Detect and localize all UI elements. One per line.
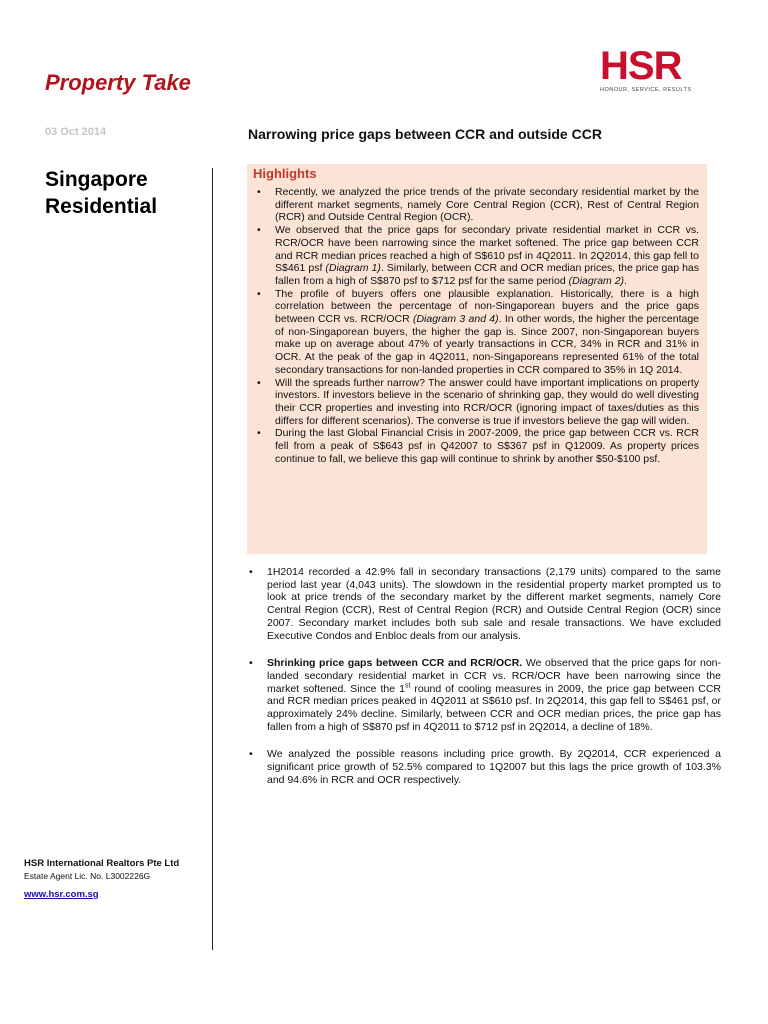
body-paragraph <box>247 566 721 642</box>
paragraph-text: 1H2014 recorded a 42.9% fall in secondary transactions (2,179 units) compared to the same period last year (4,043 units). The slowdown in the residential property market prompted us to look at price trends of the secondary market by the different market segments, namely Core Central Region (CCR), Rest of Central Region (RCR) and Outside Central Region (OCR) since 2007. Secondary market includes both sub sale and resale transactions. We have excluded Executive Condos and Enbloc deals from our analysis. <box>267 566 721 642</box>
highlight-text: During the last Global Financial Crisis in 2007-2009, the price gap between CCR vs. RCR fell from a peak of S$643 psf in Q42007 to S$367 psf in Q12009. As property prices continue to fall, we believe this gap will continue to shrink by another $50-$100 psf. <box>275 427 699 465</box>
paragraph-text: round of cooling measures in 2009, the price gap between CCR and RCR median prices peaked in 4Q2011 at S$610 psf. In 2Q2014, this gap fell to S$461 psf, or approximately 24% decline. Similarly, between CCR and OCR median prices, the price gap has fallen from a high of S$870 psf in 4Q2011 to $712 psf in 2Q2014, a decline of 18%. <box>267 682 721 733</box>
ordinal-suffix: st <box>404 682 411 690</box>
logo-tagline: HONOUR, SERVICE, RESULTS <box>600 87 692 93</box>
report-headline: Narrowing price gaps between CCR and outside CCR <box>248 126 602 142</box>
highlight-text: The profile of buyers offers one plausible explanation. Historically, there is a high correlation between the percentage of non-Singaporean buyers and the price gaps between CCR vs. RCR/OCR <box>275 287 699 326</box>
logo-mark: HSR <box>600 44 682 88</box>
highlight-text: . <box>624 274 627 287</box>
paragraph-text: We analyzed the possible reasons including price growth. By 2Q2014, CCR experienced a significant price growth of 52.5% compared to 1Q2007 but this lags the price growth of 103.3% and 94.6% in RCR and OCR respectively. <box>267 748 721 786</box>
highlight-item <box>253 427 699 465</box>
paragraph-lead: Shrinking price gaps between CCR and RCR/OCR. <box>267 657 523 670</box>
company-name: HSR International Realtors Pte Ltd <box>24 858 180 869</box>
highlight-text: . In other words, the higher the percentage of non-Singaporean buyers, the higher the gap is. Since 2007, non-Singaporean buyers make up on average about 47% of yearly transactions in CCR, 34% in RCR and 31% in OCR. At the peak of the gap in 4Q2011, non-Singaporeans represented 61% of the total secondary transactions for non-landed properties in CCR compared to 35% in 1Q 2014. <box>275 313 699 376</box>
body-paragraph <box>247 748 721 786</box>
section-title-line1: Singapore <box>45 168 148 191</box>
body-list <box>247 566 721 787</box>
highlight-text: Will the spreads further narrow? The answer could have important implications on property investors. If investors believe in the scenario of shrinking gap, they would do well divesting their CCR properties and investing into RCR/OCR (ignoring impact of taxes/duties as this differs for different scenarios). The converse is true if investors believe the gap will widen. <box>275 376 699 427</box>
highlights-list <box>253 186 699 465</box>
highlight-item <box>253 186 699 224</box>
company-info <box>24 858 179 900</box>
highlights-box <box>247 164 707 554</box>
diagram-ref: (Diagram 2) <box>568 274 625 287</box>
highlights-heading: Highlights <box>253 166 317 181</box>
highlight-text: . Similarly, between CCR and OCR median prices, the price gap has fallen from a high of S$870 psf to $712 psf for the same period <box>275 262 699 287</box>
highlight-item <box>253 377 699 428</box>
body-text <box>247 566 721 802</box>
diagram-ref: (Diagram 1) <box>325 262 381 275</box>
report-date: 03 Oct 2014 <box>45 126 107 138</box>
hsr-logo <box>600 46 720 93</box>
report-title: Property Take <box>45 70 191 95</box>
license-number: Estate Agent Lic. No. L3002226G <box>24 871 151 881</box>
body-paragraph <box>247 657 721 733</box>
website-link[interactable]: www.hsr.com.sg <box>24 889 99 900</box>
diagram-ref: (Diagram 3 and 4) <box>412 313 499 326</box>
highlight-item <box>253 288 699 377</box>
section-title-line2: Residential <box>45 195 158 218</box>
highlight-item <box>253 224 699 288</box>
highlight-text: Recently, we analyzed the price trends of the private secondary residential market by the different market segments, namely Core Central Region (CCR), Rest of Central Region (RCR) and Outside Central Region (OCR). <box>275 186 699 224</box>
paragraph-text: We observed that the price gaps for non-landed secondary residential market in CCR vs. RCR/OCR have been narrowing since the market softened. Since the 1 <box>267 657 722 695</box>
column-divider <box>212 168 213 950</box>
highlight-text: We observed that the price gaps for secondary private residential market in CCR vs. RCR/OCR have been narrowing since the market softened. The price gap between CCR and RCR median prices reached a high of S$610 psf in 4Q2011. In 2Q2014, this gap fell to S$461 psf <box>275 224 699 275</box>
section-title <box>45 166 157 220</box>
